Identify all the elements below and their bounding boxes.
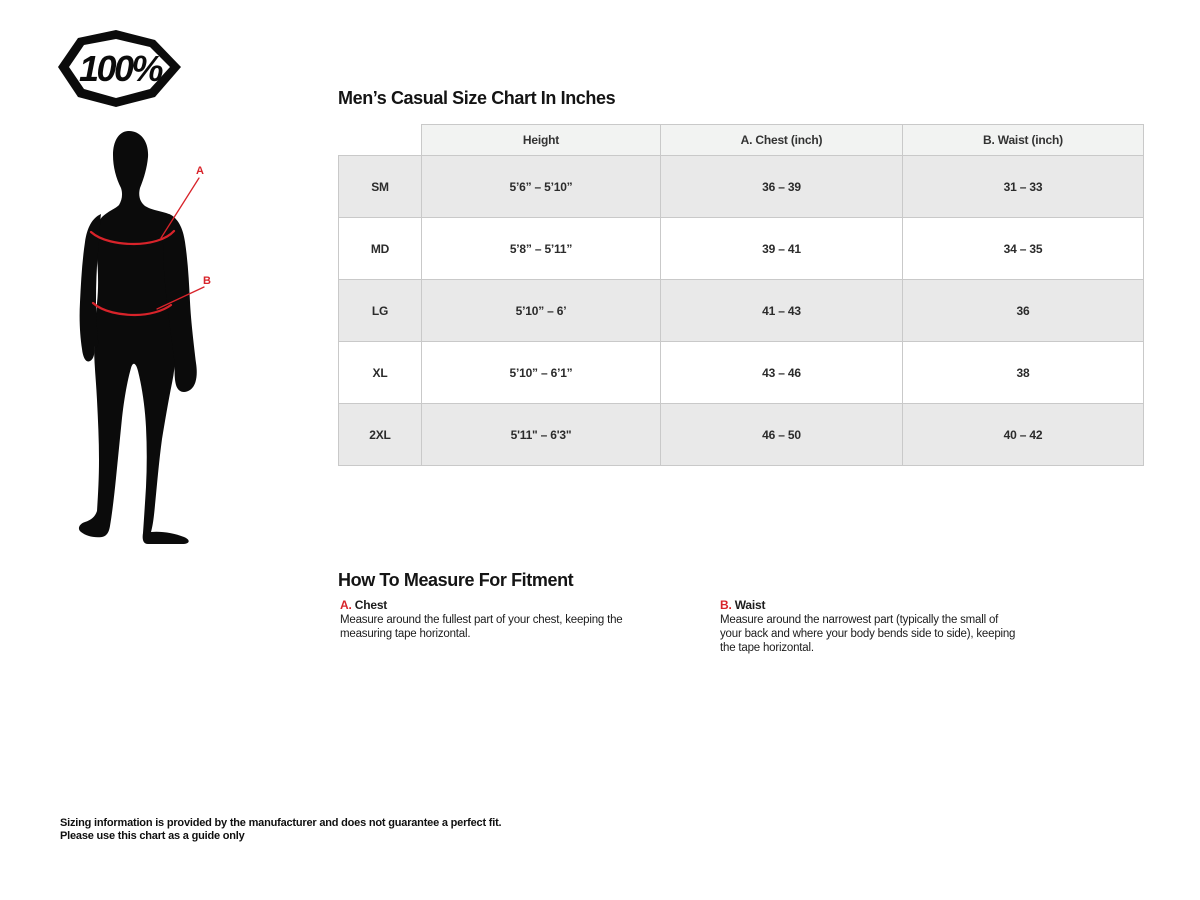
chest-cell: 36 – 39	[661, 156, 903, 218]
size-chart-title: Men’s Casual Size Chart In Inches	[338, 88, 616, 108]
height-cell: 5'11" – 6'3"	[422, 404, 661, 466]
size-cell: 2XL	[339, 404, 422, 466]
measure-waist-name: Waist	[734, 598, 766, 612]
waist-cell: 38	[903, 342, 1144, 404]
chest-cell: 43 – 46	[661, 342, 903, 404]
measure-waist-block	[720, 598, 1020, 655]
header-cell-chest: A. Chest (inch)	[661, 125, 903, 156]
measure-waist-letter: B.	[720, 598, 732, 612]
measure-chest-heading	[340, 598, 635, 612]
waist-cell: 36	[903, 280, 1144, 342]
table-row-lg	[339, 280, 1144, 342]
waist-cell: 31 – 33	[903, 156, 1144, 218]
size-cell: SM	[339, 156, 422, 218]
size-cell: MD	[339, 218, 422, 280]
height-cell: 5’10” – 6’1”	[422, 342, 661, 404]
waist-cell: 40 – 42	[903, 404, 1144, 466]
chest-cell: 41 – 43	[661, 280, 903, 342]
height-cell: 5’10” – 6’	[422, 280, 661, 342]
chest-label-a: A	[196, 165, 204, 177]
waist-cell: 34 – 35	[903, 218, 1144, 280]
measure-chest-letter: A.	[340, 598, 352, 612]
header-cell-height: Height	[422, 125, 661, 156]
measure-waist-description: Measure around the narrowest part (typically the small of your back and where your body bends side to side), keeping the tape horizontal.	[720, 614, 1016, 654]
table-row-sm	[339, 156, 1144, 218]
size-chart-table	[338, 124, 1144, 466]
logo-text: 100%	[78, 48, 162, 89]
measure-chest-description: Measure around the fullest part of your chest, keeping the measuring tape horizontal.	[340, 614, 623, 640]
disclaimer-line-2: Please use this chart as a guide only	[60, 829, 245, 842]
table-row-2xl	[339, 404, 1144, 466]
table-row-md	[339, 218, 1144, 280]
size-cell: XL	[339, 342, 422, 404]
measure-chest-name: Chest	[354, 598, 388, 612]
brand-logo	[58, 30, 182, 107]
height-cell: 5’8” – 5’11”	[422, 218, 661, 280]
chest-cell: 46 – 50	[661, 404, 903, 466]
header-cell-waist: B. Waist (inch)	[903, 125, 1144, 156]
height-cell: 5’6” – 5’10”	[422, 156, 661, 218]
sizing-disclaimer	[60, 817, 501, 842]
header-row	[339, 125, 1144, 156]
waist-label-b: B	[203, 275, 211, 287]
table-row-xl	[339, 342, 1144, 404]
measure-chest-block	[340, 598, 635, 641]
disclaimer-line-1: Sizing information is provided by the manufacturer and does not guarantee a perfect fit.	[60, 817, 502, 829]
size-cell: LG	[339, 280, 422, 342]
header-cell-empty	[339, 125, 422, 156]
measure-waist-heading	[720, 598, 1020, 612]
how-to-measure-title: How To Measure For Fitment	[338, 570, 574, 590]
chest-cell: 39 – 41	[661, 218, 903, 280]
measurement-figure	[55, 105, 215, 555]
